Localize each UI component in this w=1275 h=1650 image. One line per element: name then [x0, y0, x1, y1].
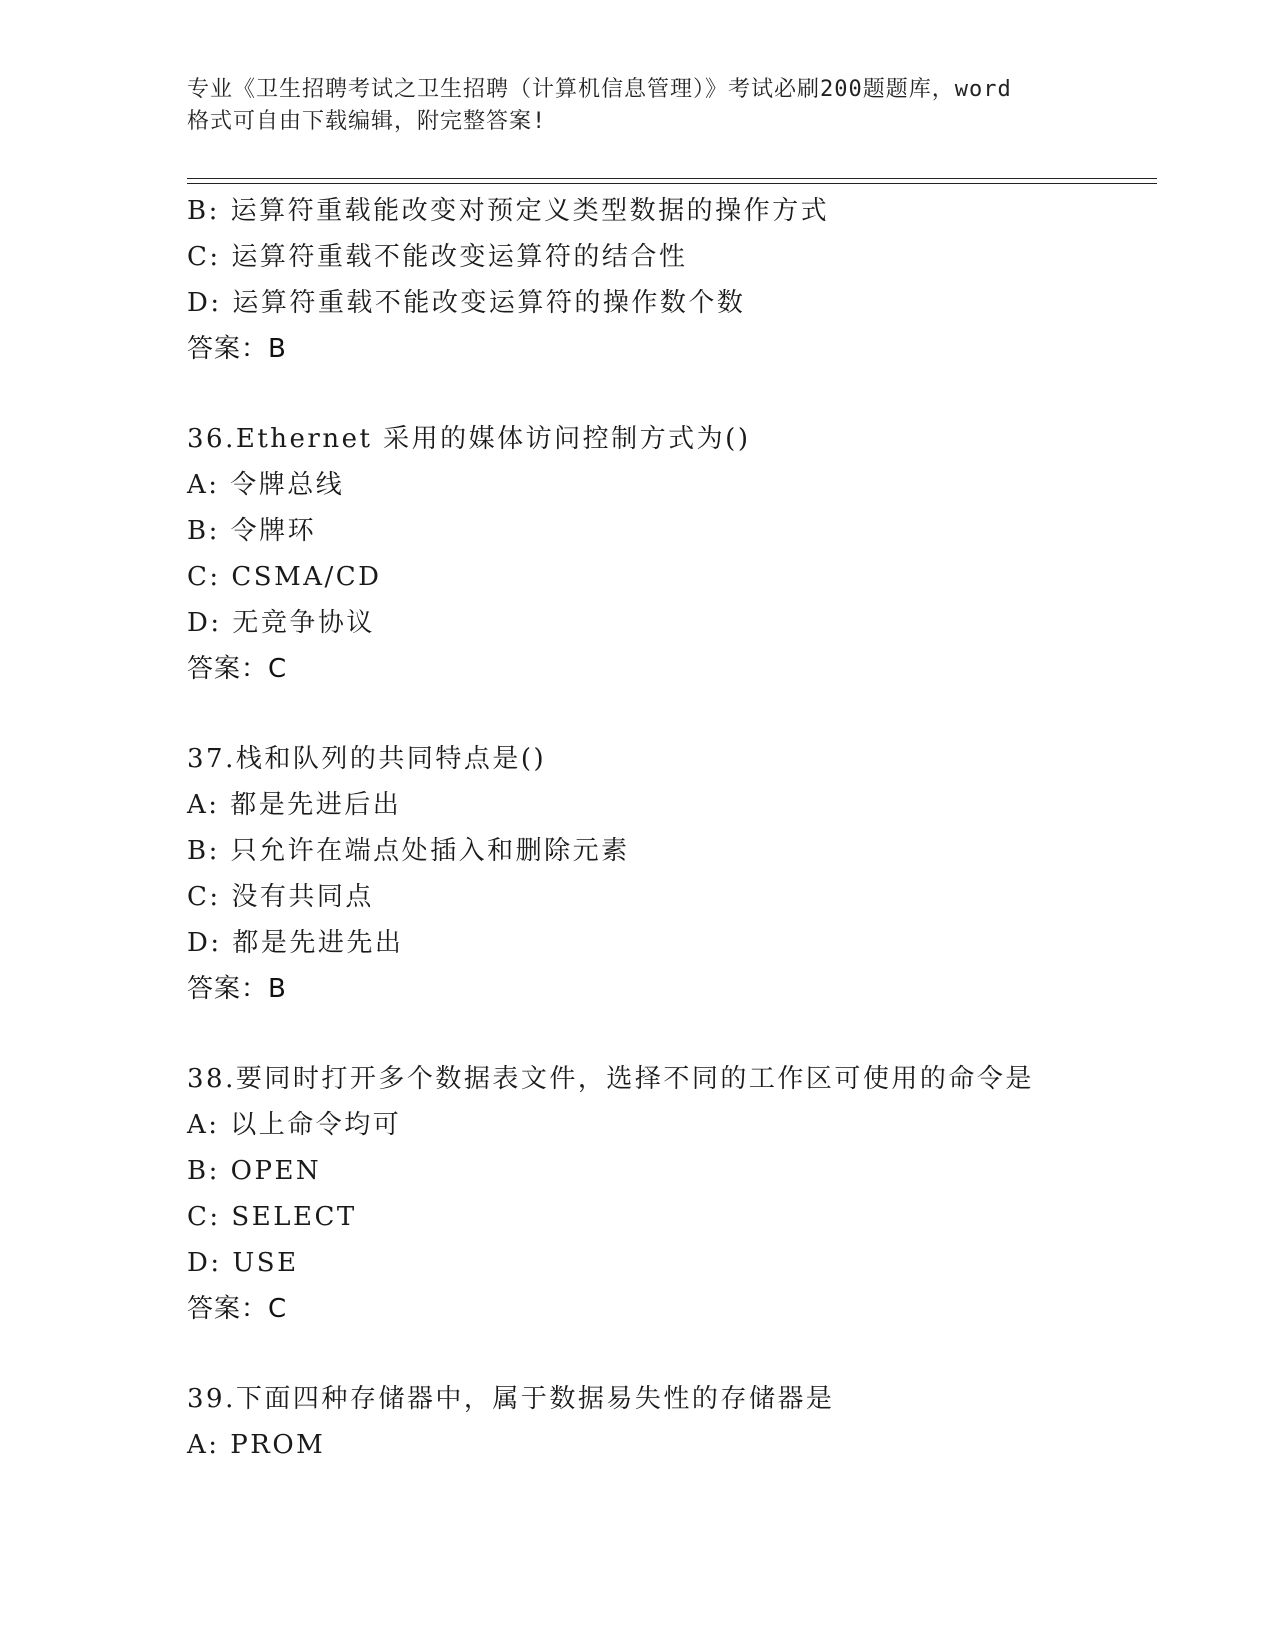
option-d: D: USE	[187, 1248, 299, 1278]
question-37	[187, 736, 1167, 1012]
question-35-continued	[187, 188, 1167, 372]
option-c: C: CSMA/CD	[187, 562, 382, 592]
option-c: C: 没有共同点	[187, 882, 374, 912]
option-a: A: PROM	[187, 1430, 326, 1460]
option-d: D: 无竞争协议	[187, 608, 375, 638]
spacer	[187, 1332, 1167, 1376]
question-list	[187, 188, 1167, 1468]
option-c: C: SELECT	[187, 1202, 357, 1232]
answer: 答案：B	[187, 334, 287, 364]
question-stem: 39.下面四种存储器中，属于数据易失性的存储器是	[187, 1384, 835, 1414]
header-divider-bottom	[187, 183, 1157, 184]
answer: 答案：C	[187, 654, 288, 684]
option-a: A: 令牌总线	[187, 470, 345, 500]
spacer	[187, 1012, 1167, 1056]
answer: 答案：C	[187, 1294, 288, 1324]
option-a: A: 以上命令均可	[187, 1110, 402, 1140]
question-stem: 38.要同时打开多个数据表文件，选择不同的工作区可使用的命令是	[187, 1064, 1034, 1094]
option-b: B: 只允许在端点处插入和删除元素	[187, 836, 630, 866]
answer: 答案：B	[187, 974, 287, 1004]
option-a: A: 都是先进后出	[187, 790, 402, 820]
question-36	[187, 416, 1167, 692]
spacer	[187, 692, 1167, 736]
header-divider-top	[187, 178, 1157, 179]
option-d: D: 运算符重载不能改变运算符的操作数个数	[187, 288, 746, 318]
document-header	[187, 74, 1097, 138]
option-c: C: 运算符重载不能改变运算符的结合性	[187, 242, 688, 272]
option-b: B: 令牌环	[187, 516, 317, 546]
spacer	[187, 372, 1167, 416]
option-b: B: 运算符重载能改变对预定义类型数据的操作方式	[187, 196, 830, 226]
question-39	[187, 1376, 1167, 1468]
header-line-1: 专业《卫生招聘考试之卫生招聘（计算机信息管理）》考试必刷200题题库，word	[187, 77, 1012, 102]
header-line-2: 格式可自由下载编辑，附完整答案!	[187, 109, 547, 134]
question-38	[187, 1056, 1167, 1332]
question-stem: 37.栈和队列的共同特点是()	[187, 744, 547, 774]
question-stem: 36.Ethernet 采用的媒体访问控制方式为()	[187, 424, 751, 454]
option-d: D: 都是先进先出	[187, 928, 404, 958]
option-b: B: OPEN	[187, 1156, 322, 1186]
